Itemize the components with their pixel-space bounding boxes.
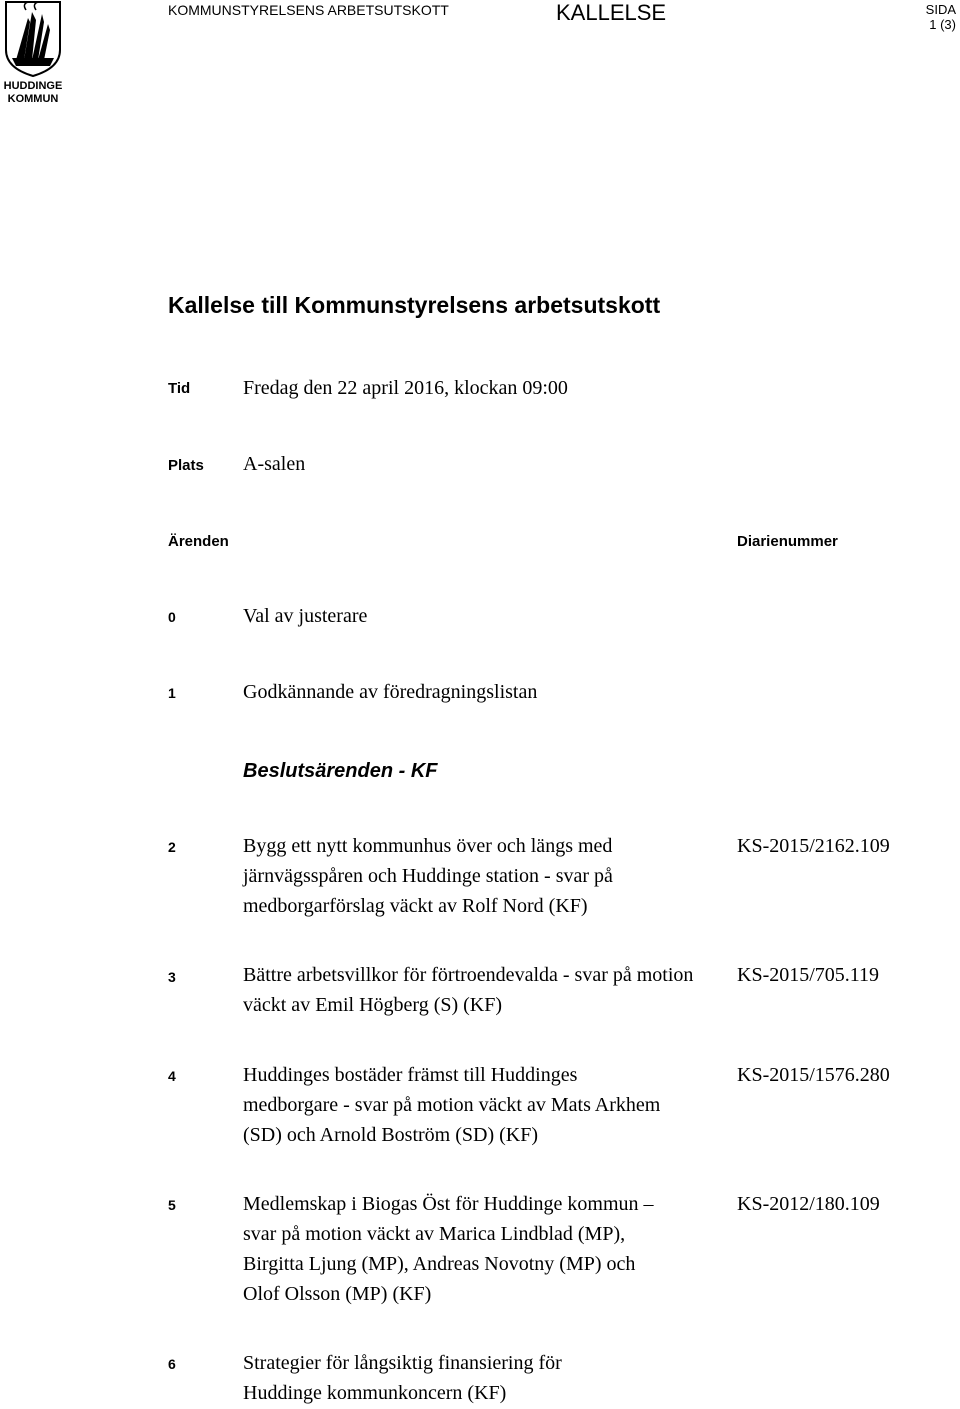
item-registration-number: KS-2015/705.119 — [737, 964, 880, 986]
item-number: 4 — [168, 1068, 176, 1084]
item-number: 1 — [168, 685, 176, 701]
logo-line-1: HUDDINGE — [3, 80, 63, 92]
item-text: Bättre arbetsvillkor för förtroendevalda - svar på motion väckt av Emil Högberg (S) (KF) — [243, 964, 694, 1016]
item-registration-number: KS-2012/180.109 — [737, 1193, 880, 1215]
logo-wordmark — [0, 80, 66, 106]
time-label: Tid — [168, 380, 191, 397]
item-text: Strategier för långsiktig finansiering för Huddinge kommunkoncern (KF) — [243, 1352, 562, 1404]
items-column-header: Ärenden — [168, 533, 229, 550]
header-document-type: KALLELSE — [556, 0, 667, 25]
place-label: Plats — [168, 457, 204, 474]
item-text: Huddinges bostäder främst till Huddinges medborgare - svar på motion väckt av Mats Arkhem (SD) och Arnold Boström (SD) (KF) — [243, 1064, 661, 1146]
item-text: Val av justerare — [243, 605, 368, 627]
item-text: Medlemskap i Biogas Öst för Huddinge kommun – svar på motion väckt av Marica Lindblad (MP), Birgitta Ljung (MP), Andreas Novotny (MP) och Olof Olsson (MP) (KF) — [243, 1193, 654, 1305]
logo-line-2: KOMMUN — [7, 93, 59, 105]
item-text: Bygg ett nytt kommunhus över och längs med järnvägsspåren och Huddinge station - svar på medborgarförslag väckt av Rolf Nord (KF) — [243, 835, 613, 917]
item-number: 2 — [168, 839, 176, 855]
item-number: 3 — [168, 969, 176, 985]
item-text: Godkännande av föredragningslistan — [243, 681, 538, 703]
header-page-number: 1 (3) — [929, 17, 956, 32]
header-organization: KOMMUNSTYRELSENS ARBETSUTSKOTT — [168, 2, 449, 18]
coat-of-arms-icon — [2, 0, 66, 80]
item-registration-number: KS-2015/2162.109 — [737, 835, 890, 857]
page-title: Kallelse till Kommunstyrelsens arbetsutskott — [168, 292, 661, 318]
item-registration-number: KS-2015/1576.280 — [737, 1064, 890, 1086]
time-value: Fredag den 22 april 2016, klockan 09:00 — [243, 377, 568, 399]
item-number: 6 — [168, 1356, 176, 1372]
header-page-label: SIDA — [925, 2, 956, 17]
section-heading: Beslutsärenden - KF — [243, 760, 438, 782]
item-number: 5 — [168, 1197, 176, 1213]
place-value: A-salen — [243, 453, 306, 475]
item-number: 0 — [168, 609, 176, 625]
registration-column-header: Diarienummer — [737, 533, 838, 550]
